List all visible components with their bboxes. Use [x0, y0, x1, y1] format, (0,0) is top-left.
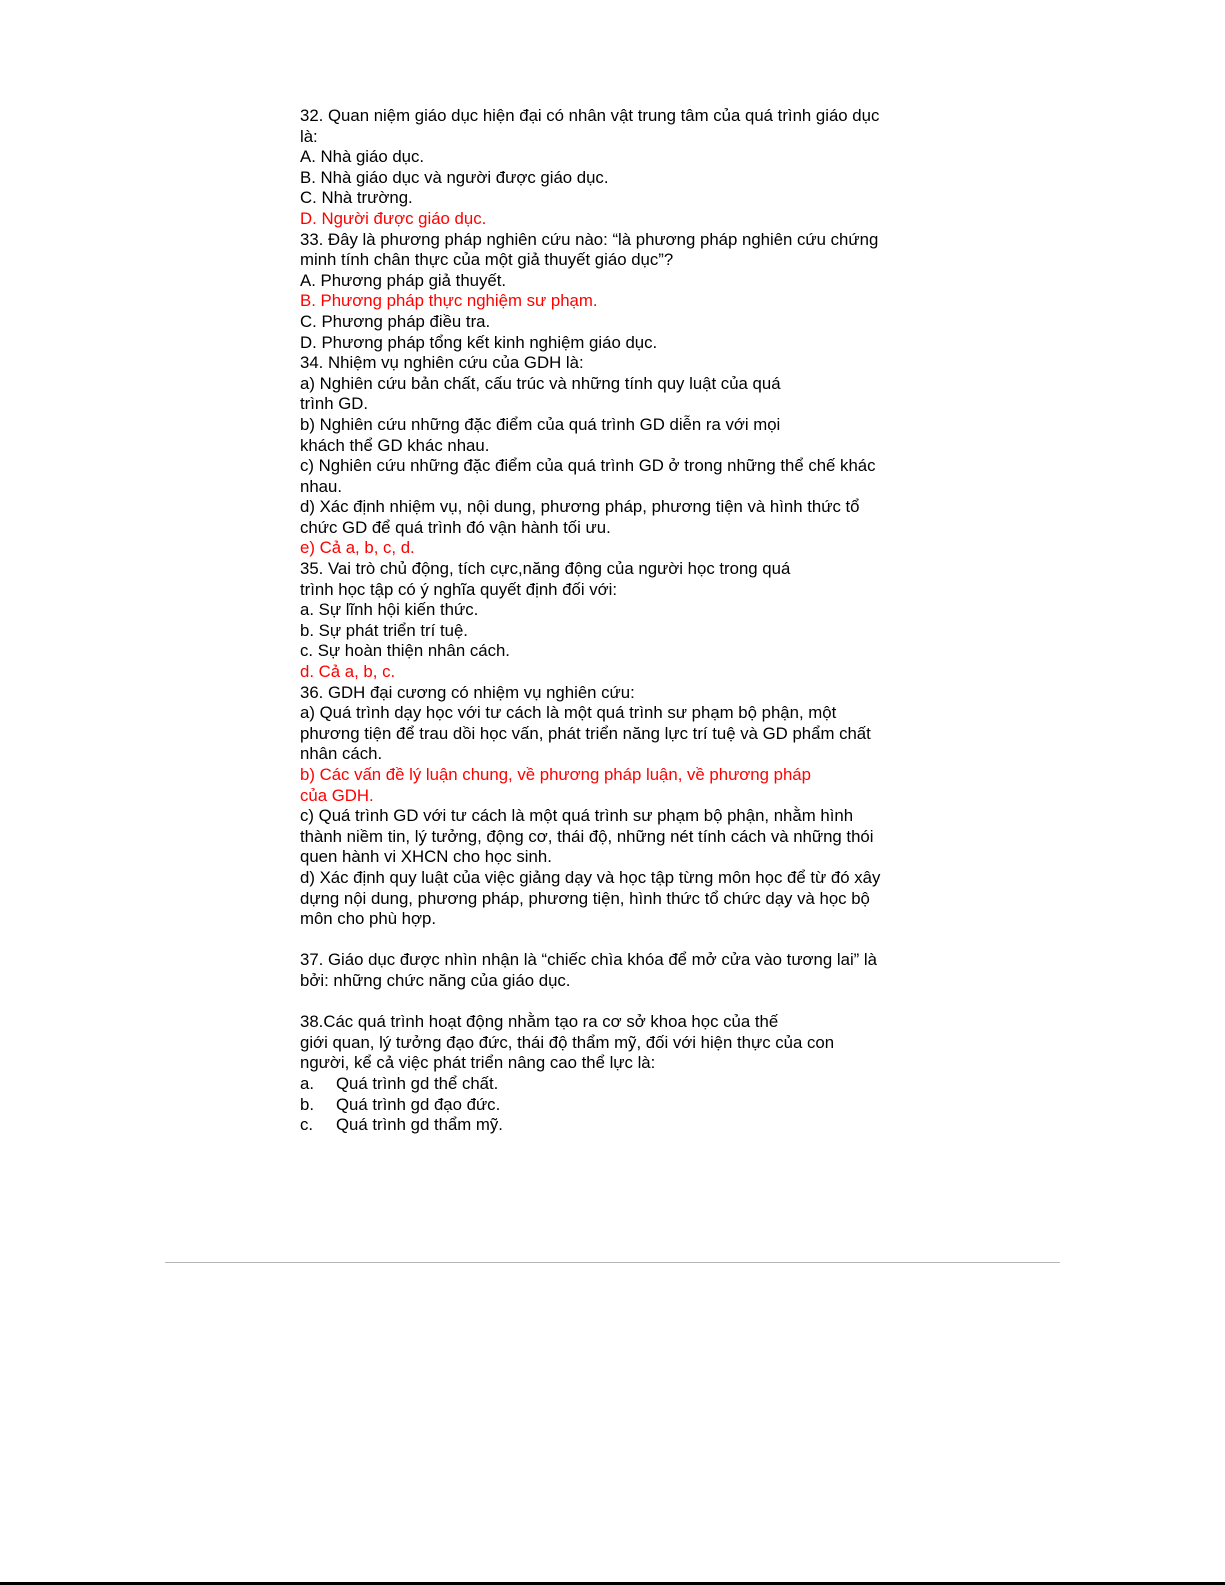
option-item [300, 1074, 940, 1095]
text-line: chức GD để quá trình đó vận hành tối ưu. [300, 517, 611, 537]
text-line: a) Quá trình dạy học với tư cách là một quá trình sư phạm bộ phận, một [300, 703, 837, 723]
option-text: Quá trình gd thẩm mỹ. [336, 1115, 503, 1135]
question-37 [300, 950, 940, 991]
text-line: 34. Nhiệm vụ nghiên cứu của GDH là: [300, 353, 584, 373]
answer-line: D. Người được giáo dục. [300, 208, 487, 228]
text-line: a) Nghiên cứu bản chất, cấu trúc và những tính quy luật của quá [300, 373, 781, 393]
text-line: 32. Quan niệm giáo dục hiện đại có nhân vật trung tâm của quá trình giáo dục [300, 106, 880, 125]
option-item [300, 1095, 940, 1116]
text-line: D. Phương pháp tổng kết kinh nghiệm giáo dục. [300, 332, 658, 352]
option-text: Quá trình gd thể chất. [336, 1073, 499, 1093]
text-line: thành niềm tin, lý tưởng, động cơ, thái độ, những nét tính cách và những thói [300, 826, 874, 846]
text-line: c) Nghiên cứu những đặc điểm của quá trình GD ở trong những thể chế khác [300, 456, 876, 476]
text-line: trình học tập có ý nghĩa quyết định đối với: [300, 579, 617, 599]
text-line: bởi: những chức năng của giáo dục. [300, 970, 571, 990]
blank-line [300, 930, 940, 951]
footer-divider [165, 1262, 1060, 1263]
option-item [300, 1115, 940, 1136]
text-line: trình GD. [300, 394, 369, 414]
text-line: 37. Giáo dục được nhìn nhận là “chiếc chìa khóa để mở cửa vào tương lai” là [300, 950, 877, 970]
answer-line: d. Cả a, b, c. [300, 662, 396, 682]
text-line: khách thể GD khác nhau. [300, 435, 490, 455]
text-line: 36. GDH đại cương có nhiệm vụ nghiên cứu: [300, 682, 635, 702]
answer-line: b) Các vấn đề lý luận chung, về phương pháp luận, về phương pháp [300, 765, 811, 784]
answer-line: e) Cả a, b, c, d. [300, 538, 415, 558]
text-line: nhau. [300, 476, 342, 496]
text-line: minh tính chân thực của một giả thuyết giáo dục”? [300, 250, 674, 270]
text-line: A. Nhà giáo dục. [300, 147, 425, 167]
question-38-options [300, 1074, 940, 1136]
text-line: a. Sự lĩnh hội kiến thức. [300, 600, 479, 620]
option-marker: b. [300, 1094, 314, 1114]
text-line: là: [300, 126, 318, 146]
text-line: môn cho phù hợp. [300, 909, 437, 929]
text-line: b. Sự phát triển trí tuệ. [300, 620, 468, 640]
text-line: b) Nghiên cứu những đặc điểm của quá trình GD diễn ra với mọi [300, 414, 781, 434]
text-line: phương tiện để trau dồi học vấn, phát triển năng lực trí tuệ và GD phẩm chất [300, 723, 871, 743]
text-line: B. Nhà giáo dục và người được giáo dục. [300, 167, 609, 187]
text-line: c. Sự hoàn thiện nhân cách. [300, 641, 510, 661]
option-text: Quá trình gd đạo đức. [336, 1094, 501, 1114]
questions-32-36 [300, 106, 940, 930]
text-line: dựng nội dung, phương pháp, phương tiện, hình thức tổ chức dạy và học bộ [300, 888, 870, 908]
option-marker: a. [300, 1073, 314, 1093]
text-line: 35. Vai trò chủ động, tích cực,năng động của người học trong quá [300, 559, 791, 579]
text-line: c) Quá trình GD với tư cách là một quá trình sư phạm bộ phận, nhằm hình [300, 806, 854, 826]
text-line: nhân cách. [300, 744, 383, 764]
answer-line: B. Phương pháp thực nghiệm sư phạm. [300, 291, 598, 311]
text-line: d) Xác định quy luật của việc giảng dạy và học tập từng môn học để từ đó xây [300, 867, 881, 887]
text-line: A. Phương pháp giả thuyết. [300, 270, 507, 290]
question-38 [300, 1012, 940, 1074]
text-line: C. Phương pháp điều tra. [300, 311, 491, 331]
document-body [300, 106, 940, 1136]
option-marker: c. [300, 1115, 314, 1135]
answer-line: của GDH. [300, 785, 374, 805]
text-line: quen hành vi XHCN cho học sinh. [300, 847, 552, 867]
text-line: giới quan, lý tưởng đạo đức, thái độ thẩm mỹ, đối với hiện thực của con [300, 1032, 835, 1052]
text-line: d) Xác định nhiệm vụ, nội dung, phương pháp, phương tiện và hình thức tổ [300, 497, 860, 517]
text-line: người, kể cả việc phát triển nâng cao thể lực là: [300, 1053, 656, 1073]
blank-line [300, 992, 940, 1013]
text-line: 38.Các quá trình hoạt động nhằm tạo ra cơ sở khoa học của thế [300, 1012, 779, 1032]
text-line: 33. Đây là phương pháp nghiên cứu nào: “là phương pháp nghiên cứu chứng [300, 229, 879, 249]
text-line: C. Nhà trường. [300, 188, 413, 208]
